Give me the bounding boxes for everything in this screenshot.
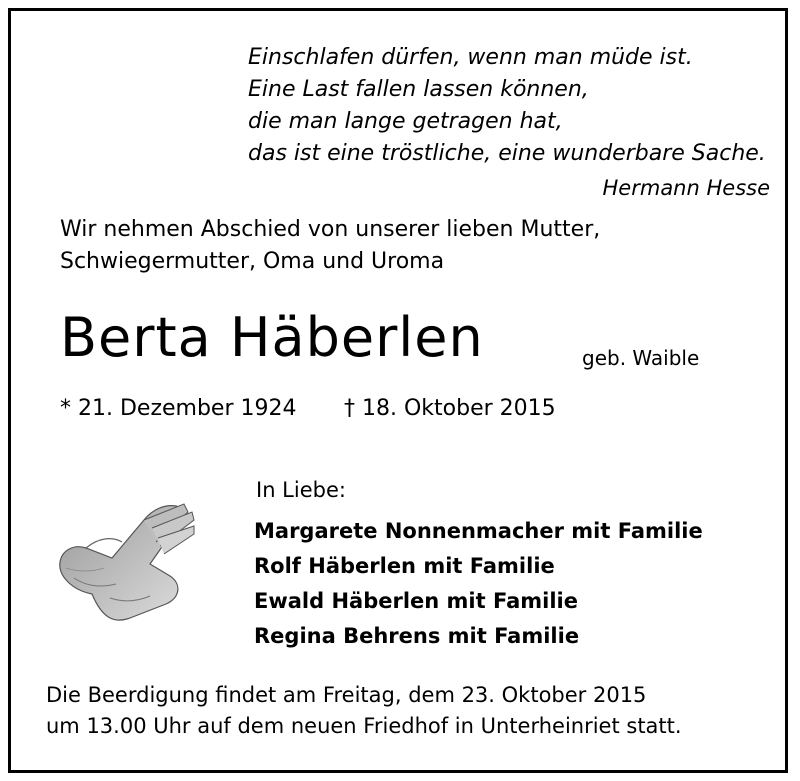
poem-line-4: das ist eine tröstliche, eine wunderbare Sache.: [248, 141, 766, 166]
maiden-name: geb. Waible: [582, 346, 700, 370]
intro-line-2: Schwiegermutter, Oma und Uroma: [60, 249, 445, 274]
mourner-3: Ewald Häberlen mit Familie: [254, 589, 578, 613]
mourner-4: Regina Behrens mit Familie: [254, 624, 580, 648]
praying-hands-icon: [52, 498, 198, 626]
mourner-1: Margarete Nonnenmacher mit Familie: [254, 519, 703, 543]
mourner-2: Rolf Häberlen mit Familie: [254, 554, 555, 578]
poem-line-3: die man lange getragen hat,: [248, 109, 563, 134]
intro-line-1: Wir nehmen Abschied von unserer lieben Mutter,: [60, 217, 601, 242]
poem-line-1: Einschlafen dürfen, wenn man müde ist.: [248, 45, 693, 70]
mourners-heading: In Liebe:: [256, 478, 346, 502]
poem-author: Hermann Hesse: [602, 176, 770, 200]
funeral-line-2: um 13.00 Uhr auf dem neuen Friedhof in Unterheinriet statt.: [46, 714, 682, 738]
deceased-name: Berta Häberlen: [60, 306, 484, 369]
funeral-line-1: Die Beerdigung findet am Freitag, dem 23. Oktober 2015: [46, 683, 647, 707]
poem-line-2: Eine Last fallen lassen können,: [248, 77, 589, 102]
death-date: † 18. Oktober 2015: [344, 396, 556, 421]
birth-date: * 21. Dezember 1924: [60, 396, 297, 421]
